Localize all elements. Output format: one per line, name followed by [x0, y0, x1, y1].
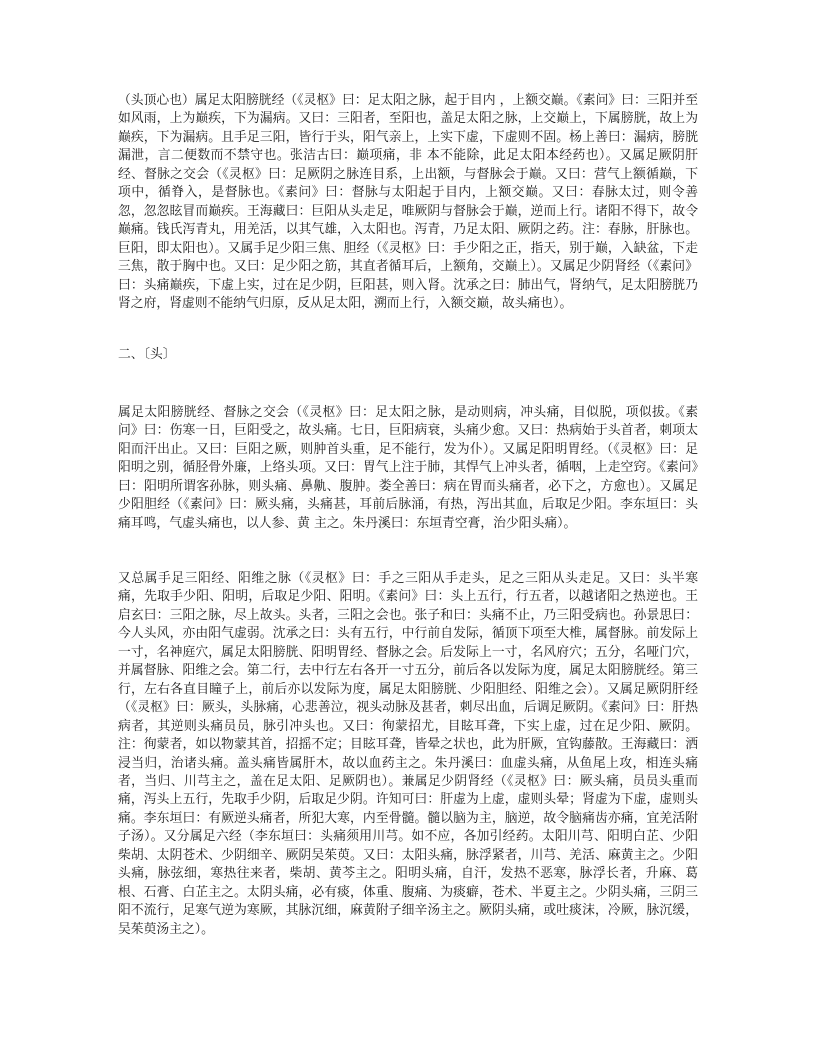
paragraph-head-2: 又总属手足三阳经、阳维之脉（《灵枢》曰：手之三阳从手走头，足之三阳从头走足。又曰：头半寒痛，先取手少阳、阳明，后取足少阳、阳明。《素问》曰：头上五行，行五者，以越诸阳之热逆也。王启玄曰：三阳之脉，尽上故头。头者，三阳之会也。张子和曰：头痛不止，乃三阳受病也。孙景思曰：今人头风，亦由阳气虚弱。沈承之曰：头有五行，中行前自发际，循顶下项至大椎，属督脉。前发际上一寸，名神庭穴，属足太阳膀胱、阳明胃经、督脉之会。后发际上一寸，名风府穴；五分，名哑门穴，并属督脉、阳维之会。第二行，去中行左右各开一寸五分，前后各以发际为度，属足太阳膀胱经。第三行，左右各直目瞳子上，前后亦以发际为度，属足太阳膀胱、少阳胆经、阳维之会）。又属足厥阴肝经（《灵枢》曰：厥头，头脉痛，心悲善泣，视头动脉及甚者，刺尽出血，后调足厥阴。《素问》曰：肝热病者，其逆则头痛员员，脉引冲头也。又曰：徇蒙招尤，目眩耳聋，下实上虚，过在足少阳、厥阴。注：徇蒙者，如以物蒙其首，招摇不定；目眩耳聋，皆晕之状也，此为肝厥，宜钩藤散。王海藏曰：洒浸当归，治诸头痛。盖头痛皆属肝木，故以血药主之。朱丹溪曰：血虚头痛，从鱼尾上攻，相连头痛者，当归、川芎主之，盖在足太阳、足厥阴也）。兼属足少阴肾经（《灵枢》曰：厥头痛，员员头重而痛，泻头上五行，先取手少阴，后取足少阴。许知可曰：肝虚为上虚，虚则头晕；肾虚为下虚，虚则头痛。李东垣曰：有厥逆头痛者，所犯大寒，内至骨髓。髓以脑为主，脑逆，故令脑痛齿亦痛，宜羌活附子汤）。又分属足六经（李东垣曰：头痛须用川芎。如不应，各加引经药。太阳川芎、阳明白芷、少阳柴胡、太阴苍术、少阴细辛、厥阴吴茱萸。又曰：太阳头痛，脉浮紧者，川芎、羌活、麻黄主之。少阳头痛，脉弦细，寒热往来者，柴胡、黄芩主之。阳明头痛，自汗，发热不恶寒，脉浮长者，升麻、葛根、石膏、白芷主之。太阴头痛，必有痰，体重、腹痛、为痰癖，苍术、半夏主之。少阴头痛，三阴三阳不流行，足寒气逆为寒厥，其脉沉细，麻黄附子细辛汤主之。厥阴头痛，或吐痰沫，冷厥，脉沉缓，吴茱萸汤主之）。 [118, 571, 698, 937]
paragraph-head-top: （头顶心也）属足太阳膀胱经（《灵枢》曰：足太阳之脉，起于目内 ，上额交巅。《素问》曰：三阳并至如风雨，上为巅疾，下为漏病。又曰：三阳者，至阳也，盖足太阳之脉，上交巅上，下属膀胱，故上为巅疾，下为漏病。且手足三阳，皆行于头，阳气亲上，上实下虚，下虚则不固。杨上善曰：漏病，膀胱漏泄，言二便数而不禁守也。张洁古曰：巅项痛，非 本不能除，此足太阳本经药也）。又属足厥阴肝经、督脉之交会（《灵枢》曰：足厥阴之脉连目系，上出额，与督脉会于巅。又曰：营气上额循巅，下项中，循脊入，是督脉也。《素问》曰：督脉与太阳起于目内，上额交巅。又曰：春脉太过，则令善忽，忽忽眩冒而巅疾。王海藏曰：巨阳从头走足，唯厥阴与督脉会于巅，逆而上行。诸阳不得下，故令巅痛。钱氏泻青丸，用羌活，以其气雄，入太阳也。泻青，乃足太阳、厥阴之药。注：春脉，肝脉也。巨阳，即太阳也）。又属手足少阳三焦、胆经（《灵枢》曰：手少阳之正，指天，别于巅，入缺盆，下走三焦，散于胸中也。又曰：足少阳之筋，其直者循耳后，上额角，交巅上）。又属足少阴肾经（《素问》曰：头痛巅疾，下虚上实，过在足少阴，巨阳甚，则入肾。沈承之曰：肺出气，肾纳气，足太阳膀胱乃肾之府，肾虚则不能纳气归原，反从足太阳，溯而上行，入额交巅，故头痛也）。 [118, 93, 698, 311]
paragraph-head-1: 属足太阳膀胱经、督脉之交会（《灵枢》曰：足太阳之脉，是动则病，冲头痛，目似脱，项似拔。《素问》曰：伤寒一日，巨阳受之，故头痛。七日，巨阳病衰，头痛少愈。又曰：热病始于头首者，刺项太阳而汗出止。又曰：巨阳之厥，则肿首头重，足不能行，发为仆）。又属足阳明胃经。（《灵枢》曰：足阳明之别，循胫骨外廉，上络头项。又曰：胃气上注于肺，其悍气上冲头者，循咽，上走空窍。《素问》曰：阳明所谓客孙脉，则头痛、鼻鼽、腹肿。娄全善曰：病在胃而头痛者，必下之，方愈也）。又属足少阳胆经（《素问》曰：厥头痛，头痛甚，耳前后脉涌，有热，泻出其血，后取足少阳。李东垣曰：头痛耳鸣，气虚头痛也，以人参、黄 主之。朱丹溪曰：东垣青空膏，治少阳头痛）。 [118, 405, 698, 531]
section-heading: 二、〔头〕 [118, 347, 176, 362]
